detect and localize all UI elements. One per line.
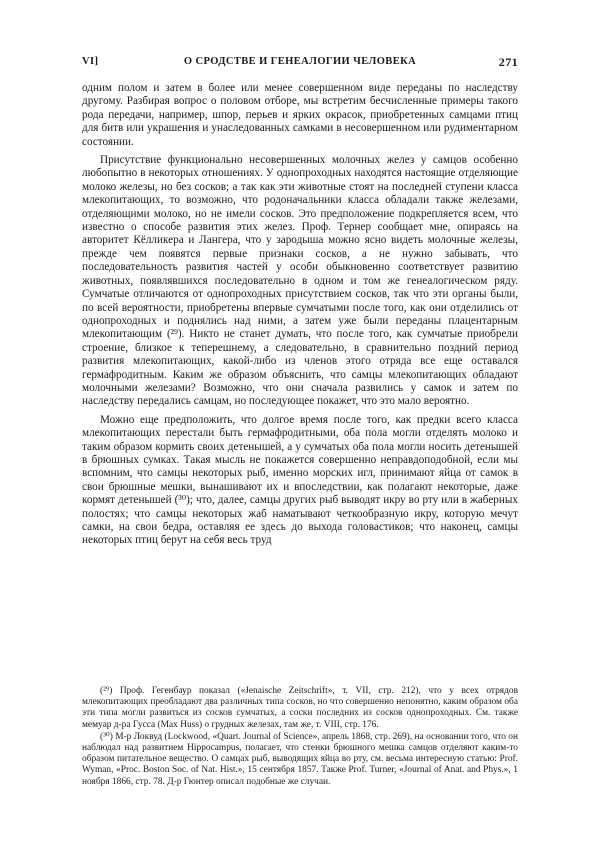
- footnote: (³⁰) М-р Локвуд (Lockwood, «Quart. Journal of Science», апрель 1868, стр. 269), на основании того, что он наблюдал над развитием Hippocampus, полагает, что стенки брюшного мешка самцов отделяют каким-то образом питательное вещество. О самцах рыб, выводящих яйца во рту, см. весьма интересную статью: Prof. Wyman, «Proc. Boston Soc. of Nat. Hist.», 15 сентября 1857. Также Prof. Turner, «Journal of Anat. and Phys.», 1 ноября 1866, стр. 78. Д-р Гюнтер описал подобные же случаи.: [82, 731, 518, 787]
- running-title: О СРОДСТВЕ И ГЕНЕАЛОГИИ ЧЕЛОВЕКА: [183, 56, 417, 67]
- footnotes: [82, 686, 518, 789]
- footnote: (²⁹) Проф. Гегенбаур показал («Jenaische Zeitschrift», т. VII, стр. 212), что у всех отрядов млекопитающих преобладают два различных типа сосков, но что совершенно непонятно, каким образом оба эти типа могли развиться из сосков сумчатых, а соски последних из сосков однопроходных. См. также мемуар д-ра Гусса (Max Huss) о грудных железах, там же, т. VIII, стр. 176.: [82, 686, 518, 730]
- page-number: 271: [498, 55, 518, 69]
- chapter-numeral: VI]: [82, 56, 99, 67]
- running-header: [82, 56, 518, 70]
- paragraph: Присутствие функционально несовершенных молочных желез у самцов особенно любопытно в некоторых отношениях. У однопроходных находятся настоящие отделяющие молоко железы, но без сосков; а так как эти животные стоят на последней ступени класса млекопитающих, то возможно, что родоначальники класса обладали также железами, отделяющими молоко, но не имели сосков. Это предположение подкрепляется всем, что известно о способе развития этих желез. Проф. Тернер сообщает мне, опираясь на авторитет Кёлликера и Лангера, что у зародыша можно ясно видеть молочные железы, прежде чем появятся первые признаки сосков, а не нужно забывать, что последовательность развития частей у особи обыкновенно соответствует развитию животных, появлявшихся последовательно в одном и том же генеалогическом ряду. Сумчатые отличаются от однопроходных присутствием сосков, так что эти органы были, по всей вероятности, приобретены впервые сумчатыми после того, как они отделились от однопроходных и поднялись над ними, а затем уже были переданы плацентарным млекопитающим (²⁹). Никто не станет думать, что после того, как сумчатые приобрели строение, близкое к теперешнему, а следовательно, в сравнительно поздний период развития млекопитающих, какой-либо из членов этого отряда все еще оставался гермафродитным. Каким же образом объяснить, что самцы млекопитающих обладают молочными железами? Возможно, что они сначала развились у самок и затем по наследству передались самцам, но последующее покажет, что это мало вероятно.: [82, 154, 518, 408]
- main-text: [82, 82, 518, 553]
- paragraph: Можно еще предположить, что долгое время после того, как предки всего класса млекопитающих перестали быть гермафродитными, оба пола могли отделять молоко и таким образом кормить своих детенышей, а у сумчатых оба пола могли носить детенышей в брюшных сумках. Такая мысль не покажется совершенно неправдоподобной, если мы вспомним, что самцы некоторых рыб, именно морских игл, принимают яйца от самок в свои брюшные мешки, вынашивают их и впоследствии, как полагают некоторые, даже кормят детенышей (³⁰); что, далее, самцы других рыб выводят икру во рту или в жаберных полостях; что самцы некоторых жаб наматывают четкообразную икру, которую мечут самки, на свои бедра, оставляя ее здесь до выхода головастиков; что наконец, самцы некоторых птиц берут на себя весь труд: [82, 413, 518, 547]
- paragraph: одним полом и затем в более или менее совершенном виде переданы по наследству другому. Разбирая вопрос о половом отборе, мы встретим бесчисленные примеры такого рода передачи, например, шпор, перьев и ярких окрасок, приобретенных самцами птиц для битв или украшения и унаследованных самками в несовершенном или рудиментарном состоянии.: [82, 82, 518, 148]
